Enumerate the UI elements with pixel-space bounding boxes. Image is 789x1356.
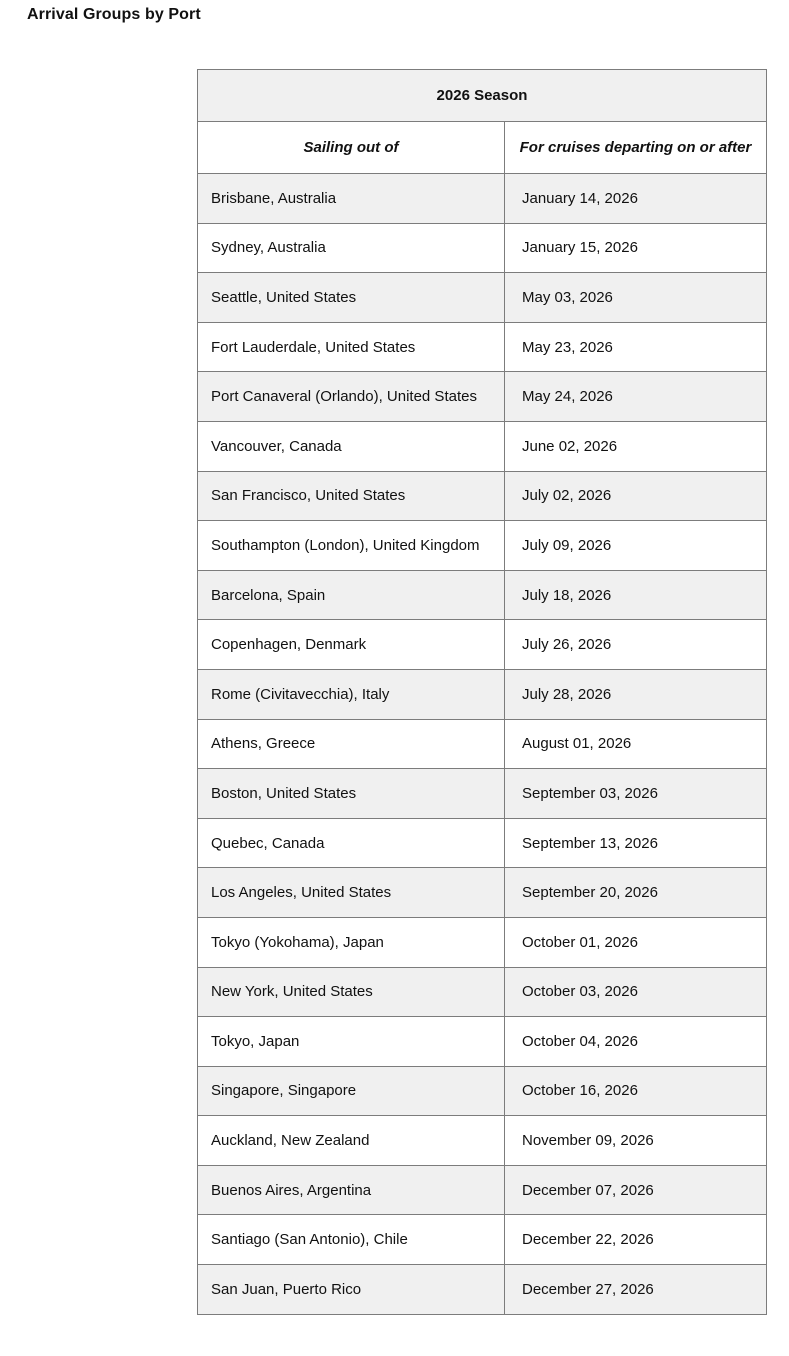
column-header-row (198, 122, 767, 174)
table-row (198, 818, 767, 868)
port-cell: Quebec, Canada (198, 818, 505, 868)
departure-date-cell: July 09, 2026 (505, 521, 767, 571)
port-cell: Barcelona, Spain (198, 570, 505, 620)
port-cell: Tokyo (Yokohama), Japan (198, 917, 505, 967)
departure-date-cell: January 15, 2026 (505, 223, 767, 273)
column-header-port: Sailing out of (198, 122, 505, 174)
table-row (198, 917, 767, 967)
table-row (198, 669, 767, 719)
table-row (198, 570, 767, 620)
column-header-date: For cruises departing on or after (505, 122, 767, 174)
season-header: 2026 Season (198, 70, 767, 122)
table-row (198, 1017, 767, 1067)
table-row (198, 273, 767, 323)
port-cell: Athens, Greece (198, 719, 505, 769)
departure-date-cell: December 07, 2026 (505, 1165, 767, 1215)
departure-date-cell: August 01, 2026 (505, 719, 767, 769)
table-row (198, 521, 767, 571)
port-cell: Copenhagen, Denmark (198, 620, 505, 670)
departure-date-cell: June 02, 2026 (505, 421, 767, 471)
port-cell: Boston, United States (198, 769, 505, 819)
departure-date-cell: September 13, 2026 (505, 818, 767, 868)
table-row (198, 372, 767, 422)
table-row (198, 1165, 767, 1215)
port-cell: Seattle, United States (198, 273, 505, 323)
port-cell: Rome (Civitavecchia), Italy (198, 669, 505, 719)
table-row (198, 174, 767, 224)
departure-date-cell: September 03, 2026 (505, 769, 767, 819)
port-cell: Brisbane, Australia (198, 174, 505, 224)
departure-date-cell: October 16, 2026 (505, 1066, 767, 1116)
departure-date-cell: January 14, 2026 (505, 174, 767, 224)
page-title: Arrival Groups by Port (27, 6, 201, 23)
port-cell: Fort Lauderdale, United States (198, 322, 505, 372)
departure-date-cell: May 24, 2026 (505, 372, 767, 422)
departure-date-cell: October 03, 2026 (505, 967, 767, 1017)
departure-date-cell: October 01, 2026 (505, 917, 767, 967)
table-row (198, 223, 767, 273)
table-row (198, 1215, 767, 1265)
port-cell: Santiago (San Antonio), Chile (198, 1215, 505, 1265)
table-body (198, 174, 767, 1315)
table-row (198, 471, 767, 521)
departure-date-cell: May 03, 2026 (505, 273, 767, 323)
port-cell: San Francisco, United States (198, 471, 505, 521)
table-row (198, 1116, 767, 1166)
arrival-groups-table (197, 69, 767, 1315)
table-row (198, 868, 767, 918)
table-row (198, 719, 767, 769)
departure-date-cell: October 04, 2026 (505, 1017, 767, 1067)
departure-date-cell: December 27, 2026 (505, 1265, 767, 1315)
departure-date-cell: July 02, 2026 (505, 471, 767, 521)
port-cell: Tokyo, Japan (198, 1017, 505, 1067)
port-cell: San Juan, Puerto Rico (198, 1265, 505, 1315)
season-header-row (198, 70, 767, 122)
port-cell: Buenos Aires, Argentina (198, 1165, 505, 1215)
departure-date-cell: December 22, 2026 (505, 1215, 767, 1265)
table-row (198, 967, 767, 1017)
port-cell: Port Canaveral (Orlando), United States (198, 372, 505, 422)
table-row (198, 769, 767, 819)
port-cell: Singapore, Singapore (198, 1066, 505, 1116)
port-cell: Southampton (London), United Kingdom (198, 521, 505, 571)
port-cell: New York, United States (198, 967, 505, 1017)
table-row (198, 1265, 767, 1315)
departure-date-cell: September 20, 2026 (505, 868, 767, 918)
departure-date-cell: November 09, 2026 (505, 1116, 767, 1166)
table-row (198, 620, 767, 670)
table-row (198, 322, 767, 372)
port-cell: Sydney, Australia (198, 223, 505, 273)
port-cell: Auckland, New Zealand (198, 1116, 505, 1166)
table-row (198, 421, 767, 471)
departure-date-cell: July 28, 2026 (505, 669, 767, 719)
departure-date-cell: July 18, 2026 (505, 570, 767, 620)
table-row (198, 1066, 767, 1116)
port-cell: Vancouver, Canada (198, 421, 505, 471)
departure-date-cell: July 26, 2026 (505, 620, 767, 670)
departure-date-cell: May 23, 2026 (505, 322, 767, 372)
port-cell: Los Angeles, United States (198, 868, 505, 918)
